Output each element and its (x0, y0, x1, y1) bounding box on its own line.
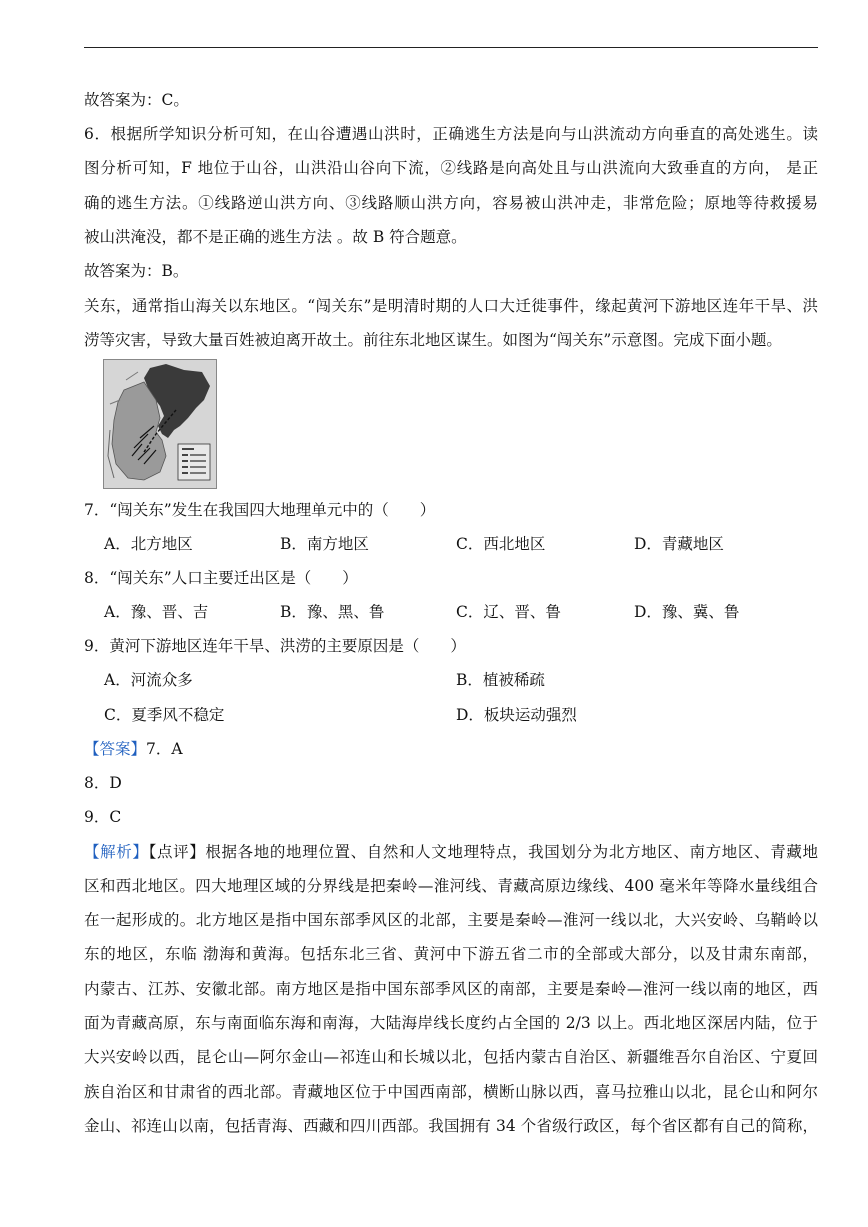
question-7-option-a: A．北方地区 (104, 535, 193, 553)
analysis-line-8: 族自治区和甘肃省的西北部。青藏地区位于中国西南部，横断山脉以西，喜马拉雅山以北，昆仑山和阿尔 (84, 1083, 818, 1101)
analysis-line-7: 大兴安岭以西，昆仑山—阿尔金山—祁连山和长城以北，包括内蒙古自治区、新疆维吾尔自治区、宁夏回 (84, 1048, 818, 1066)
question-9-option-c: C．夏季风不稳定 (104, 706, 225, 724)
question-7-option-d: D．青藏地区 (634, 535, 724, 553)
question-9-option-b: B．植被稀疏 (456, 671, 545, 689)
explanation-q6-line-2: 图分析可知，F 地位于山谷，山洪沿山谷向下流，②线路是向高处且与山洪流向大致垂直的方向， 是正 (84, 159, 818, 177)
question-7-option-b: B．南方地区 (280, 535, 369, 553)
analysis-line-9: 金山、祁连山以南，包括青海、西藏和四川西部。我国拥有 34 个省级行政区，每个省区都有自己的简称， (84, 1117, 818, 1135)
question-9-option-a: A．河流众多 (104, 671, 193, 689)
question-8-option-a: A．豫、晋、吉 (104, 603, 209, 621)
analysis-tag: 【解析】 (84, 843, 149, 861)
answer-q8: 8．D (84, 774, 122, 792)
question-8-option-b: B．豫、黑、鲁 (280, 603, 385, 621)
question-8-option-d: D．豫、冀、鲁 (634, 603, 740, 621)
explanation-q6-line-3: 确的逃生方法。①线路逆山洪方向、③线路顺山洪方向，容易被山洪冲走，非常危险；原地等待救援易 (84, 194, 818, 212)
question-7-option-c: C．西北地区 (456, 535, 546, 553)
question-9-stem: 9．黄河下游地区连年干旱、洪涝的主要原因是（ ） (84, 637, 466, 655)
passage-line-2: 涝等灾害，导致大量百姓被迫离开故土。前往东北地区谋生。如图为“闯关东”示意图。完成下面小题。 (84, 331, 782, 349)
analysis-line-1: 【解析】【点评】根据各地的地理位置、自然和人文地理特点，我国划分为北方地区、南方地区、青藏地 (84, 843, 818, 861)
answer-q7: 7．A (146, 740, 183, 758)
header-rule (84, 47, 818, 48)
analysis-line-2: 区和西北地区。四大地理区域的分界线是把秦岭—淮河线、青藏高原边缘线、400 毫米年等降水量线组合 (84, 877, 818, 895)
question-9-option-d: D．板块运动强烈 (456, 706, 577, 724)
question-8-stem: 8．“闯关东”人口主要迁出区是（ ） (84, 569, 358, 587)
explanation-q6-line-4: 被山洪淹没，都不是正确的逃生方法 。故 B 符合题意。 (84, 228, 467, 246)
question-8-option-c: C．辽、晋、鲁 (456, 603, 561, 621)
passage-line-1: 关东，通常指山海关以东地区。“闯关东”是明清时期的人口大迁徙事件，缘起黄河下游地区连年干旱、洪 (84, 297, 818, 315)
analysis-line-3: 在一起形成的。北方地区是指中国东部季风区的北部，主要是秦岭—淮河一线以北，大兴安岭、乌鞘岭以 (84, 911, 818, 929)
answer-line-q7 (84, 739, 183, 759)
analysis-line-4: 东的地区，东临 渤海和黄海。包括东北三省、黄河中下游五省二市的全部或大部分，以及甘肃东南部， (84, 945, 818, 963)
explanation-q6-line-1: 6．根据所学知识分析可知，在山谷遭遇山洪时，正确逃生方法是向与山洪流动方向垂直的高处逃生。读 (84, 125, 818, 143)
question-7-stem: 7．“闯关东”发生在我国四大地理单元中的（ ） (84, 501, 436, 519)
answer-line-q6: 故答案为：B。 (84, 262, 189, 280)
analysis-line-5: 内蒙古、江苏、安徽北部。南方地区是指中国东部季风区的南部，主要是秦岭—淮河一线以南的地区，西 (84, 980, 818, 998)
answer-line-q5: 故答案为：C。 (84, 91, 189, 109)
answer-tag: 【答案】 (84, 740, 147, 758)
chuang-guandong-map-image (103, 359, 217, 489)
analysis-line-6: 面为青藏高原，东与南面临东海和南海，大陆海岸线长度约占全国的 2/3 以上。西北地区深居内陆，位于 (84, 1014, 818, 1032)
answer-q9: 9．C (84, 808, 122, 826)
